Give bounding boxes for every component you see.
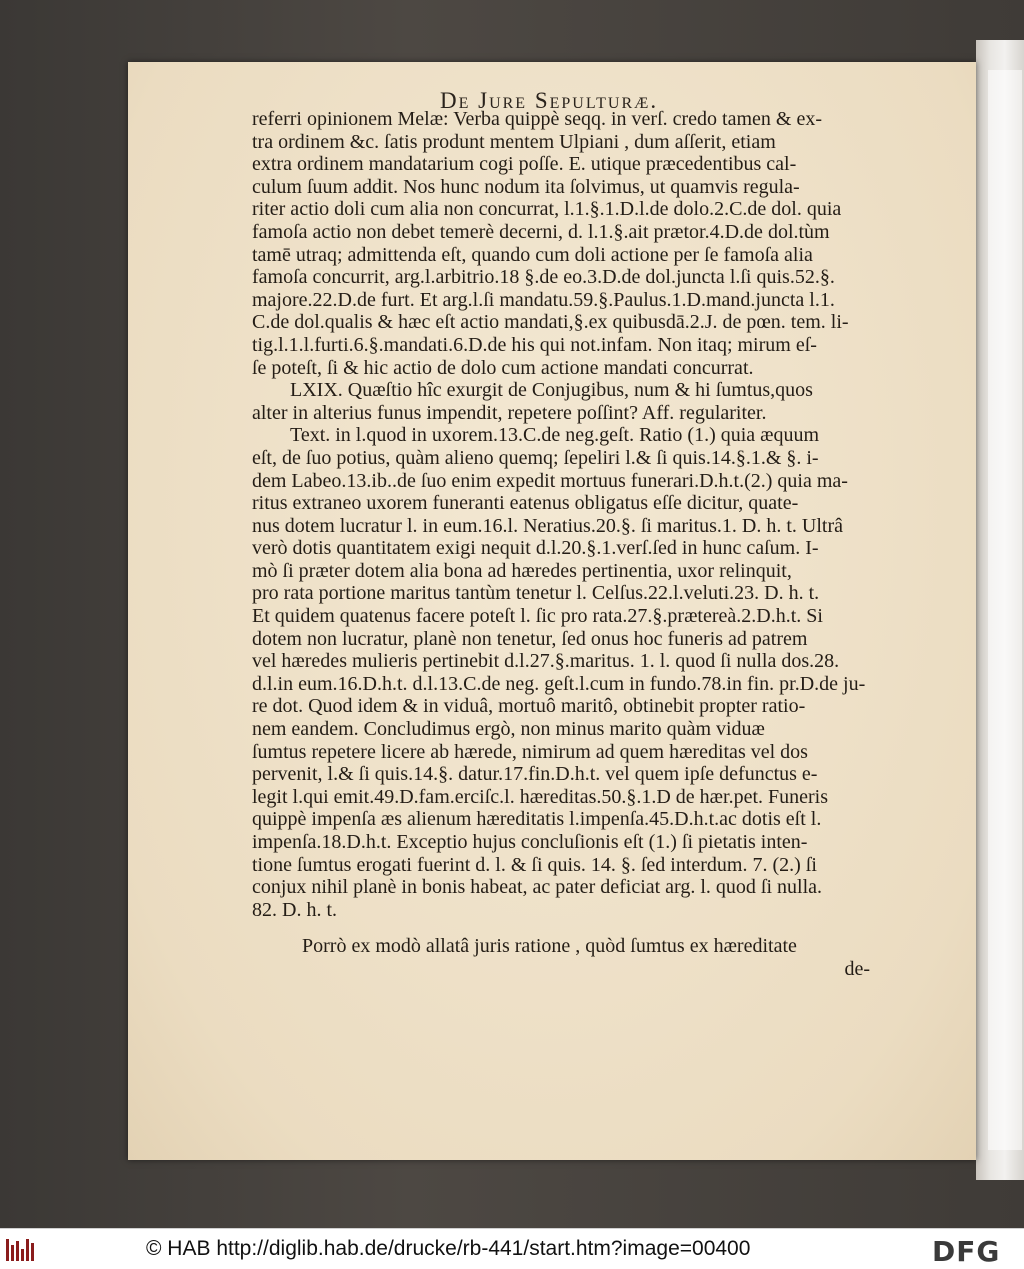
text-line: LXIX. Quæſtio hîc exurgit de Conjugibus, num & hi ſumtus,quos — [290, 379, 813, 402]
text-line: C.de dol.qualis & hæc eſt actio mandati,§.ex quibusdā.2.J. de pœn. tem. li- — [252, 311, 849, 334]
text-line: majore.22.D.de furt. Et arg.l.ſi mandatu.59.§.Paulus.1.D.mand.juncta l.1. — [252, 288, 835, 311]
paragraph-2 — [252, 379, 880, 921]
paragraph-1 — [252, 108, 880, 379]
text-line: conjux nihil planè in bonis habeat, ac pater deficiat arg. l. quod ſi nulla. — [252, 876, 823, 899]
text-line: riter actio doli cum alia non concurrat, l.1.§.1.D.l.de dolo.2.C.de dol. quia — [252, 198, 842, 221]
text-line: ſumtus repetere licere ab hærede, nimirum ad quem hæreditas vel dos — [252, 740, 808, 763]
hab-logo-icon — [6, 1237, 40, 1261]
text-line: impenſa.18.D.h.t. Exceptio hujus concluſionis eſt (1.) ſi pietatis inten- — [252, 831, 808, 853]
text-line: culum ſuum addit. Nos hunc nodum ita ſolvimus, ut quamvis regula- — [252, 175, 800, 198]
page-text — [252, 108, 880, 981]
catchword: de- — [844, 957, 870, 980]
text-line: tra ordinem &c. ſatis produnt mentem Ulpiani , dum aſſerit, etiam — [252, 130, 776, 153]
text-line: dotem non lucratur, planè non tenetur, ſed onus hoc funeris ad patrem — [252, 627, 808, 650]
dfg-logo: DFG — [932, 1235, 1001, 1268]
text-line: re dot. Quod idem & in viduâ, mortuô maritô, obtinebit propter ratio- — [252, 695, 806, 718]
text-line: alter in alterius funus impendit, repetere poſſint? Aff. regulariter. — [252, 401, 767, 424]
text-line: nem eandem. Concludimus ergò, non minus marito quàm viduæ — [252, 718, 765, 741]
text-line: legit l.qui emit.49.D.fam.erciſc.l. hæreditas.50.§.1.D de hær.pet. Funeris — [252, 785, 829, 808]
text-line: verò dotis quantitatem exigi nequit d.l.20.§.1.verſ.ſed in hunc caſum. I- — [252, 537, 819, 560]
text-line: Text. in l.quod in uxorem.13.C.de neg.geſt. Ratio (1.) quia æquum — [290, 424, 820, 447]
text-line-last: Porrò ex modò allatâ juris ratione , quòd ſumtus ex hæreditate — [302, 935, 797, 958]
running-head: De Jure Sepulturæ. — [440, 88, 659, 113]
text-line: nus dotem lucratur l. in eum.16.l. Neratius.20.§. ſi maritus.1. D. h. t. Ultrâ — [252, 514, 844, 537]
text-line: tig.l.1.l.furti.6.§.mandati.6.D.de his qui not.infam. Non itaq; mirum eſ- — [252, 333, 817, 356]
text-line: Et quidem quatenus facere poteſt l. ſic pro rata.27.§.prætereà.2.D.h.t. Si — [252, 605, 823, 628]
text-line: pervenit, l.& ſi quis.14.§. datur.17.fin.D.h.t. vel quem ipſe defunctus e- — [252, 763, 818, 786]
text-line: 82. D. h. t. — [252, 898, 337, 921]
viewer-footer — [0, 1228, 1024, 1269]
text-line: pro rata portione maritus tantùm tenetur l. Celſus.22.l.veluti.23. D. h. t. — [252, 582, 820, 605]
text-line: vel hæredes mulieris pertinebit d.l.27.§.maritus. 1. l. quod ſi nulla dos.28. — [252, 650, 840, 673]
text-line: ſe poteſt, ſi & hic actio de dolo cum actione mandati concurrat. — [252, 356, 754, 379]
text-line: tione ſumtus erogati fuerint d. l. & ſi quis. 14. §. ſed interdum. 7. (2.) ſi — [252, 853, 817, 876]
text-line: d.l.in eum.16.D.h.t. d.l.13.C.de neg. geſt.l.cum in fundo.78.in fin. pr.D.de ju- — [252, 672, 866, 695]
text-line: tamē utraq; admittenda eſt, quando cum doli actione per ſe famoſa alia — [252, 243, 813, 266]
text-line: ritus extraneo uxorem funeranti eatenus obligatus eſſe dicitur, quate- — [252, 492, 799, 515]
copyright-url[interactable]: © HAB http://diglib.hab.de/drucke/rb-441/start.htm?image=00400 — [146, 1237, 751, 1260]
adjacent-page-strip — [988, 70, 1022, 1150]
text-line: famoſa concurrit, arg.l.arbitrio.18 §.de eo.3.D.de dol.juncta l.ſi quis.52.§. — [252, 266, 835, 289]
text-line: famoſa actio non debet temerè decerni, d. l.1.§.ait prætor.4.D.de dol.tùm — [252, 220, 830, 243]
text-line: quippè impenſa æs alienum hæreditatis l.impenſa.45.D.h.t.ac dotis eſt l. — [252, 808, 822, 831]
text-line: mò ſi præter dotem alia bona ad hæredes pertinentia, uxor relinquit, — [252, 559, 792, 582]
text-line: eſt, de ſuo potius, quàm alieno quemq; ſepeliri l.& ſi quis.14.§.1.& §. i- — [252, 446, 819, 469]
text-line: extra ordinem mandatarium cogi poſſe. E. utique præcedentibus cal- — [252, 153, 797, 176]
text-line: dem Labeo.13.ib..de ſuo enim expedit mortuus funerari.D.h.t.(2.) quia ma- — [252, 469, 848, 492]
text-line: referri opinionem Melæ: Verba quippè seqq. in verſ. credo tamen & ex- — [252, 108, 823, 130]
